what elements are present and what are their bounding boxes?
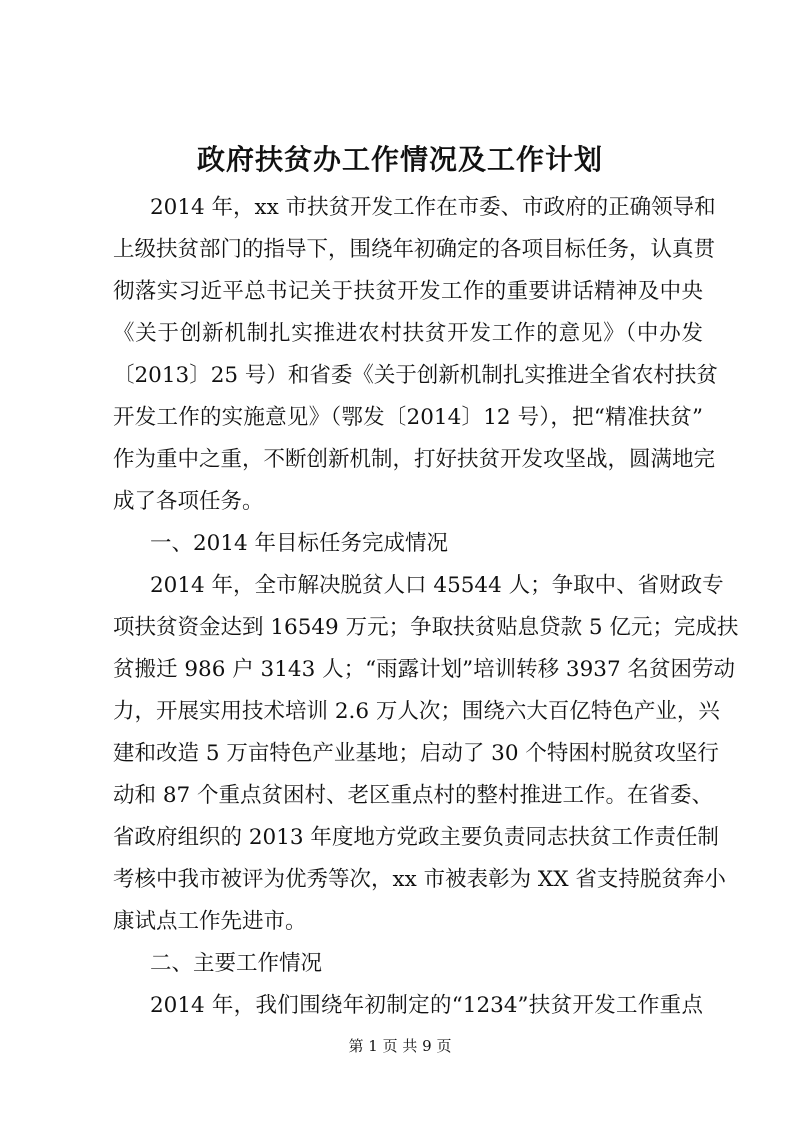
paragraph-line: 考核中我市被评为优秀等次，xx 市被表彰为 XX 省支持脱贫奔小 — [113, 867, 726, 892]
section-heading-1: 一、2014 年目标任务完成情况 — [150, 531, 449, 556]
paragraph-line: 开发工作的实施意见》（鄂发〔2014〕12 号），把“精准扶贫” — [113, 405, 703, 430]
paragraph-line: 〔2013〕25 号）和省委《关于创新机制扎实推进全省农村扶贫 — [113, 363, 718, 388]
paragraph-line: 康试点工作先进市。 — [113, 909, 307, 934]
paragraph-line: 力，开展实用技术培训 2.6 万人次；围绕六大百亿特色产业，兴 — [113, 699, 720, 724]
paragraph-line: 成了各项任务。 — [113, 489, 264, 514]
paragraph-line: 《关于创新机制扎实推进农村扶贫开发工作的意见》（中办发 — [113, 321, 703, 346]
page-footer: 第 1 页 共 9 页 — [348, 1037, 452, 1055]
section-heading-2: 二、主要工作情况 — [150, 951, 323, 976]
paragraph-line: 省政府组织的 2013 年度地方党政主要负责同志扶贫工作责任制 — [113, 825, 719, 850]
document-title: 政府扶贫办工作情况及工作计划 — [196, 143, 603, 176]
paragraph-line: 贫搬迁 986 户 3143 人；“雨露计划”培训转移 3937 名贫困劳动 — [113, 657, 735, 682]
paragraph-line: 2014 年，全市解决脱贫人口 45544 人；争取中、省财政专 — [150, 573, 724, 598]
paragraph-line: 作为重中之重，不断创新机制，打好扶贫开发攻坚战，圆满地完 — [113, 447, 716, 472]
paragraph-line: 动和 87 个重点贫困村、老区重点村的整村推进工作。在省委、 — [113, 783, 714, 808]
paragraph-line: 2014 年，xx 市扶贫开发工作在市委、市政府的正确领导和 — [150, 195, 716, 220]
paragraph-line: 项扶贫资金达到 16549 万元；争取扶贫贴息贷款 5 亿元；完成扶 — [113, 615, 739, 640]
paragraph-line: 上级扶贫部门的指导下，围绕年初确定的各项目标任务，认真贯 — [113, 237, 716, 262]
paragraph-line: 彻落实习近平总书记关于扶贫开发工作的重要讲话精神及中央 — [113, 279, 703, 304]
paragraph-line: 2014 年，我们围绕年初制定的“1234”扶贫开发工作重点 — [150, 993, 703, 1018]
paragraph-line: 建和改造 5 万亩特色产业基地；启动了 30 个特困村脱贫攻坚行 — [113, 741, 719, 766]
